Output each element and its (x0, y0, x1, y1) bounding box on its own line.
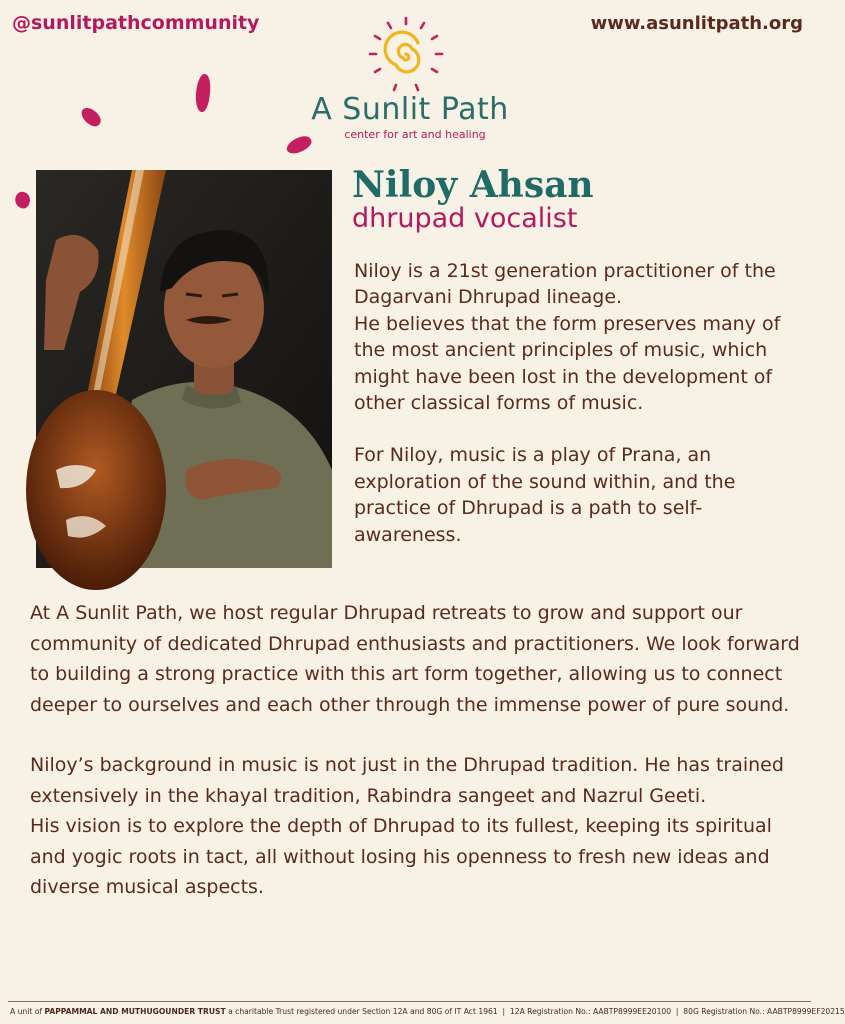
artist-with-tanpura-illustration (36, 170, 332, 568)
bio-belief: He believes that the form preserves many of the most ancient principles of music, which might have been lost in the development of other classical forms of music. (354, 312, 781, 415)
retreat-paragraph: At A Sunlit Path, we host regular Dhrupad retreats to grow and support our community of dedicated Dhrupad enthusiasts and practitioners. We look forward to building a strong practice with this art form together, allowing us to connect deeper to ourselves and each other through the immense power of pure sound. (30, 602, 800, 716)
bio-lineage: Niloy is a 21st generation practitioner of the Dagarvani Dhrupad lineage. (354, 260, 776, 309)
artist-bio (354, 258, 799, 548)
artist-role: dhrupad vocalist (352, 203, 578, 234)
website-link[interactable]: www.asunlitpath.org (590, 13, 803, 34)
footer-12a-registration: 12A Registration No.: AABTP8999EE20100 (509, 1007, 672, 1016)
sun-spiral-logo-icon (364, 14, 448, 98)
background-paragraph (30, 750, 805, 903)
main-description (30, 598, 805, 903)
footer-80g-registration: 80G Registration No.: AABTP8999EF20215 (683, 1007, 845, 1016)
logo-title: A Sunlit Path (311, 92, 509, 127)
bio-paragraph (354, 258, 799, 416)
logo-subtitle: center for art and healing (344, 128, 486, 141)
social-handle[interactable]: @sunlitpathcommunity (12, 12, 260, 34)
background-text: Niloy’s background in music is not just in the Dhrupad tradition. He has trained extensively in the khayal tradition, Rabindra sangeet and Nazrul Geeti. (30, 754, 784, 807)
footer-description: a charitable Trust registered under Section 12A and 80G of IT Act 1961 (228, 1007, 498, 1016)
footer-legal: A unit of PAPPAMMAL AND MUTHUGOUNDER TRUST a charitable Trust registered under Section 12A and 80G of IT Act 1961 | 12A Registration No.: AABTP8999EE20100 | 80G Registration No.: AABTP8999EF20215 (10, 1007, 845, 1016)
paint-splash-decoration (193, 73, 212, 113)
footer-prefix: A unit of (10, 1007, 43, 1016)
vision-text: His vision is to explore the depth of Dhrupad to its fullest, keeping its spiritual and yogic roots in tact, all without losing his openness to fresh new ideas and diverse musical aspects. (30, 815, 772, 898)
artist-name: Niloy Ahsan (352, 164, 594, 206)
artist-photo (36, 170, 332, 568)
footer-divider (8, 1001, 811, 1002)
bio-paragraph: For Niloy, music is a play of Prana, an exploration of the sound within, and the practice of Dhrupad is a path to self-awareness. (354, 444, 736, 546)
paint-splash-decoration (78, 105, 104, 129)
footer-trust-name: PAPPAMMAL AND MUTHUGOUNDER TRUST (44, 1007, 226, 1016)
paint-splash-decoration (13, 190, 33, 210)
